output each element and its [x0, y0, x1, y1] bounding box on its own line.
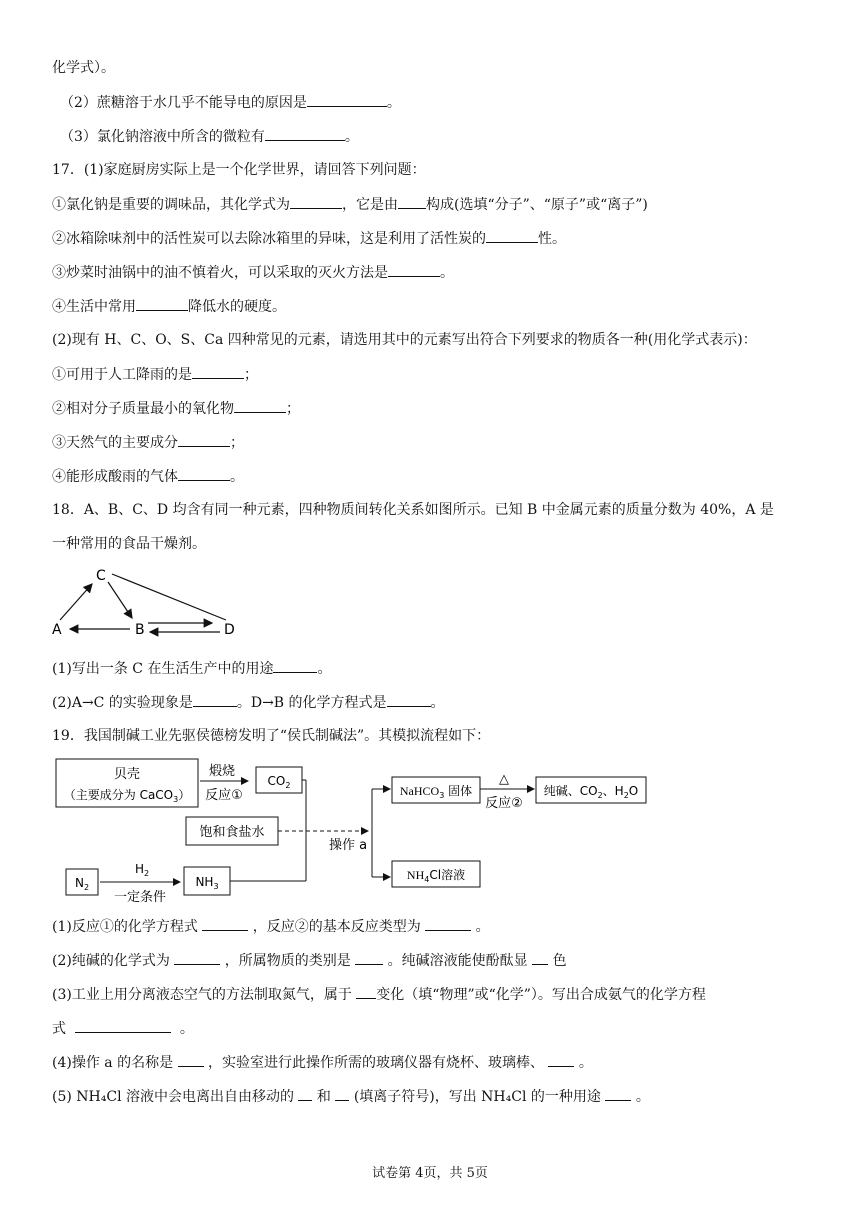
question-text: ； [230, 435, 244, 451]
question-17-2-intro: (2)现有 H、C、O、S、Ca 四种常见的元素，请选用其中的元素写出符合下列要求的物质各一种(用化学式表示)： [52, 332, 757, 348]
nahco3-label: NaHCO$_3$ 固体 [399, 784, 473, 800]
question-16-3 [60, 126, 359, 147]
question-text: (2)A→C 的实验现象是 [52, 695, 193, 711]
question-text: 。D→B 的化学方程式是 [236, 695, 387, 711]
products-label: 纯碱、$CO_2$、$H_2O$ [543, 784, 639, 800]
shell-sub-label: （主要成分为 CaCO$_3$） [63, 788, 191, 804]
answer-blank[interactable] [273, 658, 317, 673]
question-text: (1)写出一条 C 在生活生产中的用途 [52, 661, 274, 677]
condition-label: 一定条件 [113, 890, 167, 905]
question-text: ④能形成酸雨的气体 [52, 469, 178, 485]
question-text: ，实验室进行此操作所需的玻璃仪器有烧杯、玻璃棒、 [207, 1055, 544, 1071]
question-text: (4)操作 a 的名称是 [52, 1055, 174, 1071]
answer-blank[interactable] [388, 262, 440, 277]
question-text: 。 [386, 95, 401, 111]
answer-blank[interactable] [75, 1018, 171, 1033]
question-19-intro: 19．我国制碱工业先驱侯德榜发明了“侯氏制碱法”。其模拟流程如下： [52, 728, 491, 744]
node-b: B [135, 622, 145, 638]
brine-label: 饱和食盐水 [199, 825, 265, 840]
node-d: D [224, 622, 235, 638]
answer-blank[interactable] [202, 916, 248, 931]
question-19-2 [52, 950, 567, 971]
question-text: ，反应②的基本反应类型为 [252, 919, 421, 935]
n2-label: $N_2$ [74, 876, 90, 892]
question-text: 。 [344, 129, 359, 145]
answer-blank[interactable] [234, 398, 286, 413]
question-18-2 [52, 692, 445, 713]
question-text: ； [286, 401, 300, 417]
question-17-2-1 [52, 364, 258, 385]
question-text: 。 [430, 695, 445, 711]
answer-blank[interactable] [307, 92, 387, 107]
question-text: 色 [552, 953, 567, 969]
question-17-2-4 [52, 466, 244, 487]
question-text: ④生活中常用 [52, 299, 136, 315]
question-19-1 [52, 916, 490, 937]
conversion-diagram [44, 562, 254, 642]
answer-blank[interactable] [178, 1052, 204, 1067]
question-text: 。 [475, 919, 490, 935]
answer-blank[interactable] [290, 194, 342, 209]
question-19-4 [52, 1052, 593, 1073]
answer-blank[interactable] [178, 432, 230, 447]
question-text: 构成(选填“分子”、“原子”或“离子”) [426, 197, 648, 213]
answer-blank[interactable] [387, 692, 431, 707]
answer-blank[interactable] [193, 692, 237, 707]
question-text: 变化（填“物理”或“化学”）。写出合成氨气的化学方程 [376, 987, 706, 1003]
page-footer: 试卷第 4页，共 5页 [372, 1166, 488, 1181]
question-text: 和 [316, 1089, 331, 1105]
answer-blank[interactable] [355, 950, 383, 965]
question-text: (2)纯碱的化学式为 [52, 953, 170, 969]
arrow-c-to-b [108, 582, 132, 618]
question-17-2-3 [52, 432, 244, 453]
question-text: 。 [230, 469, 244, 485]
node-a: A [52, 622, 62, 638]
question-text: (1)反应①的化学方程式 [52, 919, 198, 935]
question-17-1-4 [52, 296, 286, 317]
reaction2-label: 反应② [485, 796, 523, 811]
answer-blank[interactable] [174, 950, 220, 965]
question-text: 式 [52, 1021, 66, 1037]
heat-symbol: △ [499, 772, 509, 787]
answer-blank[interactable] [298, 1086, 312, 1101]
shell-label: 贝壳 [113, 767, 141, 782]
answer-blank[interactable] [265, 126, 345, 141]
question-text: (填离子符号)，写出 NH₄Cl 的一种用途 [353, 1089, 601, 1105]
question-text: 性。 [538, 231, 566, 247]
question-19-3-cont [52, 1018, 194, 1039]
answer-blank[interactable] [425, 916, 471, 931]
answer-blank[interactable] [136, 296, 188, 311]
answer-blank[interactable] [605, 1086, 631, 1101]
node-c: C [96, 568, 106, 584]
text-line: 化学式）。 [52, 60, 115, 76]
question-text: 。纯碱溶液能使酚酞显 [387, 953, 528, 969]
question-text: ，所属物质的类别是 [224, 953, 351, 969]
co2-label: $CO_2$ [267, 774, 291, 790]
question-text: ③炒菜时油锅中的油不慎着火，可以采取的灭火方法是 [52, 265, 388, 281]
answer-blank[interactable] [178, 466, 230, 481]
operation-a-label: 操作 a [328, 838, 368, 853]
answer-blank[interactable] [486, 228, 538, 243]
question-text: ①可用于人工降雨的是 [52, 367, 192, 383]
question-19-3 [52, 984, 706, 1005]
question-text: ②相对分子质量最小的氧化物 [52, 401, 234, 417]
question-text: (3)工业上用分离液态空气的方法制取氮气，属于 [52, 987, 352, 1003]
question-text: ②冰箱除味剂中的活性炭可以去除冰箱里的异味，这是利用了活性炭的 [52, 231, 486, 247]
question-17-1-3 [52, 262, 454, 283]
question-text: （2）蔗糖溶于水几乎不能导电的原因是 [60, 95, 307, 111]
answer-blank[interactable] [192, 364, 244, 379]
question-text: 。 [578, 1055, 593, 1071]
question-text: 。 [179, 1021, 194, 1037]
answer-blank[interactable] [398, 194, 426, 209]
question-text: （3）氯化钠溶液中所含的微粒有 [60, 129, 265, 145]
question-text: 。 [317, 661, 332, 677]
question-18-1 [52, 658, 331, 679]
question-text: 降低水的硬度。 [188, 299, 286, 315]
question-18-intro-1: 18．A、B、C、D 均含有同一种元素，四种物质间转化关系如图所示。已知 B 中金属元素的质量分数为 40%，A 是 [52, 502, 774, 518]
h2-label: $H_2$ [134, 862, 150, 878]
question-17-1-2 [52, 228, 566, 249]
question-text: 。 [440, 265, 454, 281]
question-text: 。 [635, 1089, 650, 1105]
process-flowchart [50, 755, 660, 905]
arrow-a-to-c [60, 584, 92, 620]
nh3-label: $NH_3$ [195, 875, 219, 891]
question-17-intro: 17．(1)家庭厨房实际上是一个化学世界，请回答下列问题： [52, 162, 426, 178]
question-text: ①氯化钠是重要的调味品，其化学式为 [52, 197, 290, 213]
question-19-5 [52, 1086, 650, 1107]
calcine-label: 煅烧 [208, 764, 236, 779]
answer-blank[interactable] [532, 950, 548, 965]
question-17-1-1 [52, 194, 648, 215]
answer-blank[interactable] [548, 1052, 574, 1067]
reaction1-label: 反应① [205, 788, 243, 803]
question-17-2-2 [52, 398, 300, 419]
answer-blank[interactable] [356, 984, 376, 999]
question-text: (5) NH₄Cl 溶液中会电离出自由移动的 [52, 1089, 294, 1105]
question-text: ③天然气的主要成分 [52, 435, 178, 451]
question-16-2 [60, 92, 401, 113]
question-text: ； [244, 367, 258, 383]
answer-blank[interactable] [335, 1086, 349, 1101]
question-18-intro-2: 一种常用的食品干燥剂。 [52, 536, 206, 552]
question-text: ，它是由 [342, 197, 398, 213]
nh4cl-label: $NH_4Cl$溶液 [406, 868, 466, 884]
